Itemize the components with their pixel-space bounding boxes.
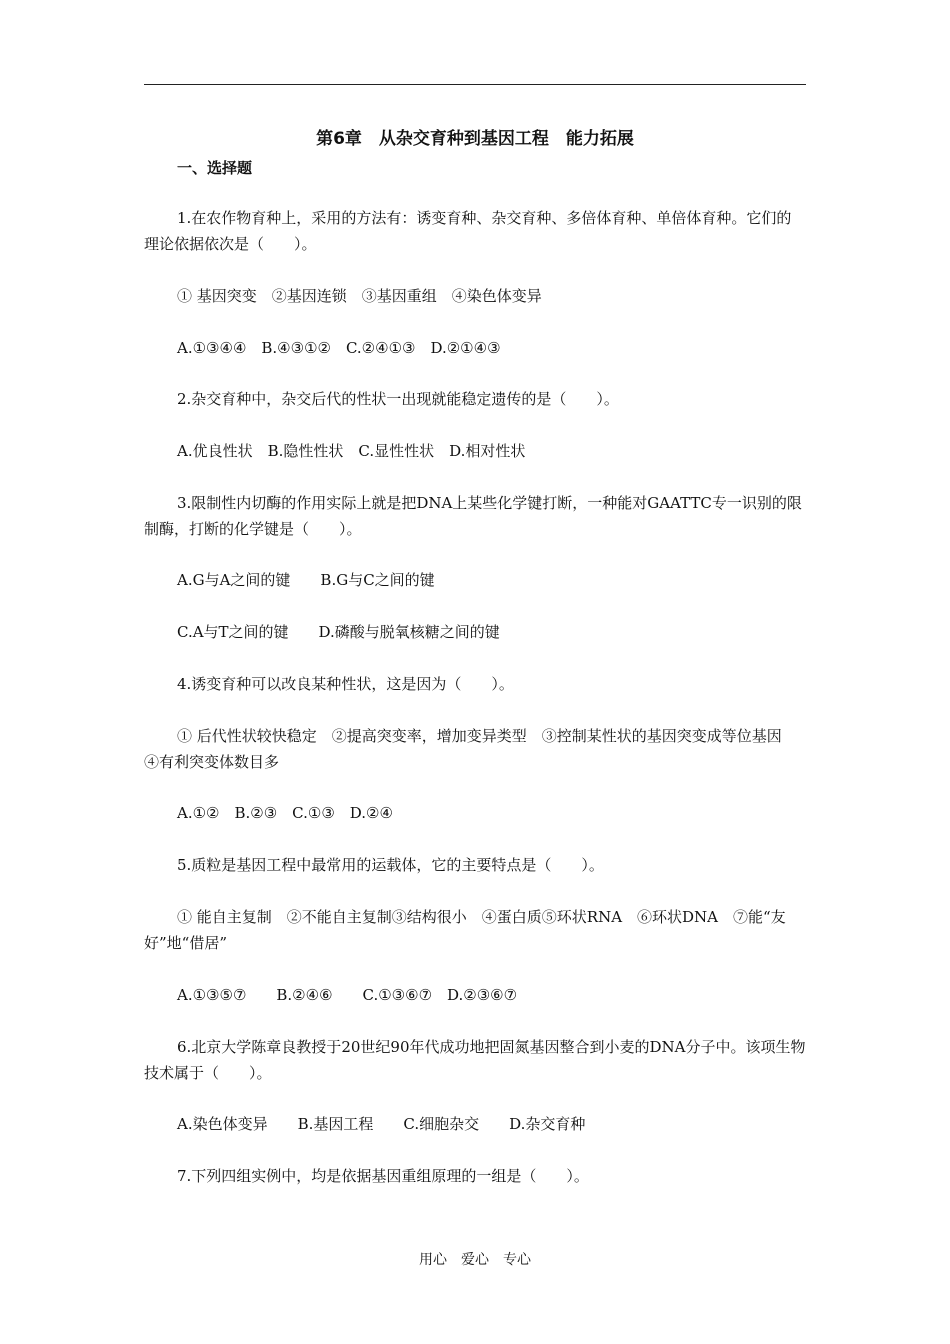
- question-5-options: A.①③⑤⑦ B.②④⑥ C.①③⑥⑦ D.②③⑥⑦: [177, 986, 518, 1004]
- question-4-items: ① 后代性状较快稳定 ②提高突变率，增加变异类型 ③控制某性状的基因突变成等位基因 ④有利突变体数目多: [144, 727, 797, 771]
- page-title: 第6章 从杂交育种到基因工程 能力拓展: [316, 129, 634, 149]
- question-7: 7.下列四组实例中，均是依据基因重组原理的一组是（ ）。: [177, 1167, 589, 1185]
- question-4-options: A.①② B.②③ C.①③ D.②④: [177, 804, 393, 822]
- question-1: 1.在农作物育种上，采用的方法有：诱变育种、杂交育种、多倍体育种、单倍体育种。它们的理论依据依次是（ ）。: [144, 209, 792, 253]
- question-6-options: A.染色体变异 B.基因工程 C.细胞杂交 D.杂交育种: [177, 1115, 586, 1133]
- header-rule: [144, 84, 806, 85]
- section-heading: 一、选择题: [177, 159, 253, 177]
- question-1-items: ① 基因突变 ②基因连锁 ③基因重组 ④染色体变异: [177, 287, 542, 305]
- question-5: 5.质粒是基因工程中最常用的运载体，它的主要特点是（ ）。: [177, 856, 604, 874]
- page-footer: 用心 爱心 专心: [419, 1252, 531, 1268]
- question-5-items: ① 能自主复制 ②不能自主复制③结构很小 ④蛋白质⑤环状RNA ⑥环状DNA ⑦能“友好”地“借居”: [144, 908, 786, 952]
- question-3: 3.限制性内切酶的作用实际上就是把DNA上某些化学键打断，一种能对GAATTC专一识别的限制酶，打断的化学键是（ ）。: [144, 494, 802, 538]
- question-3-options-cd: C.A与T之间的键 D.磷酸与脱氧核糖之间的键: [177, 623, 500, 641]
- question-3-options-ab: A.G与A之间的键 B.G与C之间的键: [177, 571, 435, 589]
- question-2: 2.杂交育种中，杂交后代的性状一出现就能稳定遗传的是（ ）。: [177, 390, 619, 408]
- question-1-options: A.①③④④ B.④③①② C.②④①③ D.②①④③: [177, 339, 501, 357]
- question-2-options: A.优良性状 B.隐性性状 C.显性性状 D.相对性状: [177, 442, 526, 460]
- question-6: 6.北京大学陈章良教授于20世纪90年代成功地把固氮基因整合到小麦的DNA分子中。该项生物技术属于（ ）。: [144, 1038, 806, 1082]
- question-4: 4.诱变育种可以改良某种性状，这是因为（ ）。: [177, 675, 514, 693]
